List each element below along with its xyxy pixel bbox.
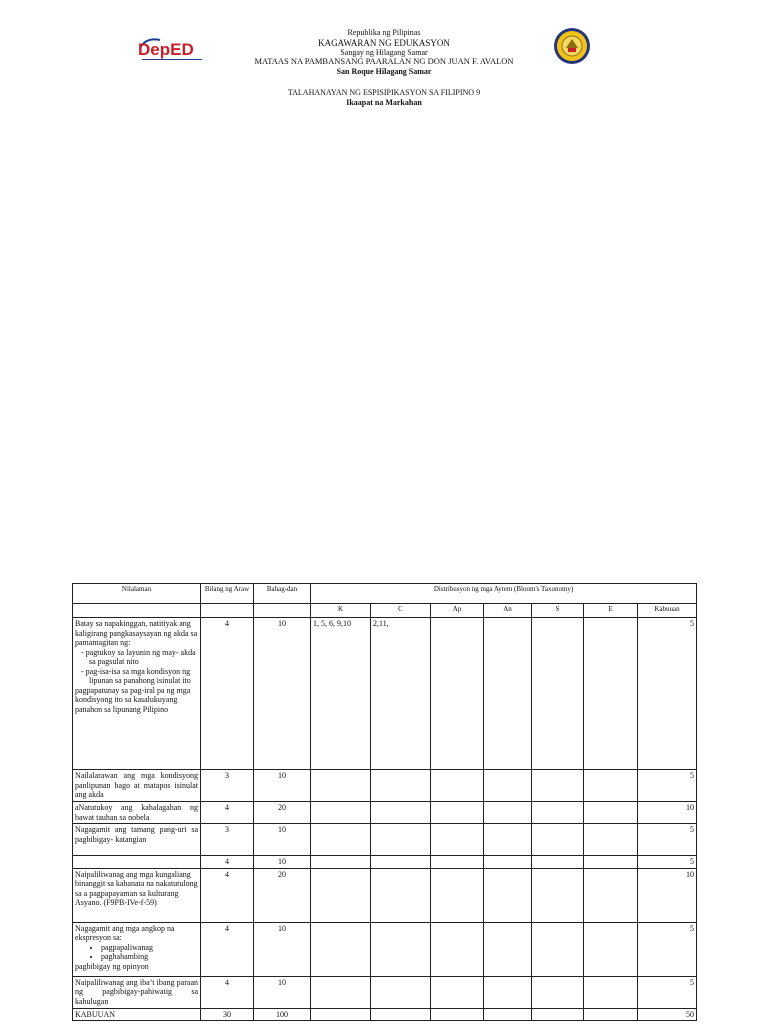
list-item: - pagtukoy sa layunin ng may- akda sa pagsulat nito bbox=[81, 647, 196, 666]
row-kabuuan: 10 bbox=[638, 802, 697, 824]
table-row bbox=[73, 922, 697, 976]
deped-logo-text: DepED bbox=[138, 40, 194, 59]
row-kabuuan: 5 bbox=[638, 618, 697, 770]
header-school: MATAAS NA PAMBANSANG PAARALAN NG DON JUAN F. AVALON bbox=[254, 56, 514, 66]
header-location: San Roque Hilagang Samar bbox=[336, 66, 432, 76]
row-nilalaman: Naipaliliwanag ang iba’t ibang paraan ng pagbibigay-pahiwatig sa kahulugan bbox=[73, 976, 201, 1008]
list-item: • pagpapaliwanag bbox=[101, 943, 198, 953]
row-bahagdan: 10 bbox=[254, 618, 311, 770]
total-label: KABUUAN bbox=[73, 1008, 201, 1021]
row-bahagdan: 20 bbox=[254, 802, 311, 824]
row-kabuuan: 10 bbox=[638, 868, 697, 922]
list-item: - pag-isa-isa sa mga kondisyon ng lipunan sa panahong isinulat ito bbox=[81, 666, 191, 685]
row-nilalaman bbox=[73, 922, 201, 976]
row-araw: 4 bbox=[201, 868, 254, 922]
document-header bbox=[0, 28, 768, 107]
row-kabuuan: 5 bbox=[638, 976, 697, 1008]
table-row bbox=[73, 770, 697, 802]
total-kabuuan: 50 bbox=[638, 1008, 697, 1021]
table-row bbox=[73, 868, 697, 922]
row-kabuuan: 5 bbox=[638, 770, 697, 802]
header-republic: Republika ng Pilipinas bbox=[347, 28, 421, 37]
row-nilalaman: Nailalarawan ang mga kondisyong panlipunan bago at matapos isinulat ang akda bbox=[73, 770, 201, 802]
row-intro-text: Batay sa napakinggan, natitiyak ang kaligirang pangkasaysayan ng akda sa pamamagitan ng: bbox=[75, 619, 198, 647]
row-kabuuan: 5 bbox=[638, 922, 697, 976]
header-e: E bbox=[584, 604, 638, 618]
table-row bbox=[73, 618, 697, 770]
row-bahagdan: 20 bbox=[254, 868, 311, 922]
header-distribusyon: Distribusyon ng mga Aytem (Bloom's Taxonomy) bbox=[311, 584, 697, 604]
row-araw: 4 bbox=[201, 922, 254, 976]
header-bahagdan: Bahag-dan bbox=[254, 584, 311, 604]
row-nilalaman bbox=[73, 856, 201, 869]
header-an: An bbox=[484, 604, 532, 618]
row-araw: 4 bbox=[201, 618, 254, 770]
table-header-row bbox=[73, 584, 697, 604]
row-bullet-list bbox=[75, 943, 198, 962]
document-subtitle: Ikaapat na Markahan bbox=[346, 97, 422, 107]
list-item: • paghahambing bbox=[101, 952, 198, 962]
row-tail-text: pagbibigay ng opinyon bbox=[75, 961, 149, 971]
header-kabuuan: Kabuuan bbox=[638, 604, 697, 618]
table-row bbox=[73, 976, 697, 1008]
row-bahagdan: 10 bbox=[254, 824, 311, 856]
row-araw: 3 bbox=[201, 824, 254, 856]
row-araw: 4 bbox=[201, 856, 254, 869]
row-nilalaman: Nagagamit ang tamang pang-uri sa pagbibigay- katangian bbox=[73, 824, 201, 856]
document-title: TALAHANAYAN NG ESPISIPIKASYON SA FILIPINO 9 bbox=[287, 88, 481, 97]
row-bullet-list bbox=[75, 648, 198, 686]
header-nilalaman: Nilalaman bbox=[73, 584, 201, 604]
row-kabuuan: 5 bbox=[638, 824, 697, 856]
total-bahagdan: 100 bbox=[254, 1008, 311, 1021]
row-k: 1, 5, 6, 9,10 bbox=[311, 618, 371, 770]
row-bahagdan: 10 bbox=[254, 856, 311, 869]
table-total-row bbox=[73, 1008, 697, 1021]
row-nilalaman bbox=[73, 618, 201, 770]
row-bahagdan: 10 bbox=[254, 976, 311, 1008]
header-c: C bbox=[371, 604, 431, 618]
table-row bbox=[73, 856, 697, 869]
header-s: S bbox=[532, 604, 584, 618]
table-subheader-row bbox=[73, 604, 697, 618]
header-department: KAGAWARAN NG EDUKASYON bbox=[318, 37, 450, 48]
row-araw: 4 bbox=[201, 976, 254, 1008]
table-row bbox=[73, 824, 697, 856]
row-araw: 4 bbox=[201, 802, 254, 824]
header-division: Sangay ng Hilagang Samar bbox=[340, 47, 428, 57]
header-k: K bbox=[311, 604, 371, 618]
row-tail-text: pagpapatunay sa pag-iral pa ng mga kondisyong ito sa kasalukuyang panahon sa lipunang Pilipino bbox=[75, 685, 191, 714]
row-kabuuan: 5 bbox=[638, 856, 697, 869]
row-nilalaman: aNatutukoy ang kahalagahan ng bawat tauhan sa nobela bbox=[73, 802, 201, 824]
row-bahagdan: 10 bbox=[254, 770, 311, 802]
row-bahagdan: 10 bbox=[254, 922, 311, 976]
row-nilalaman: Naipaliliwanag ang mga kungaliang binanggit sa kabanata na nakatutulong sa a pagpapayaman sa kulturang Asyano. (F9PB-IVe-f-59) bbox=[73, 868, 201, 922]
row-intro-text: Nagagamit ang mga angkop na ekspresyon sa: bbox=[75, 923, 175, 942]
row-c: 2,11, bbox=[371, 618, 431, 770]
header-ap: Ap bbox=[431, 604, 484, 618]
table-row bbox=[73, 802, 697, 824]
header-bilang-ng-araw: Bilang ng Araw bbox=[201, 584, 254, 604]
row-araw: 3 bbox=[201, 770, 254, 802]
total-araw: 30 bbox=[201, 1008, 254, 1021]
specification-table bbox=[72, 583, 697, 1021]
